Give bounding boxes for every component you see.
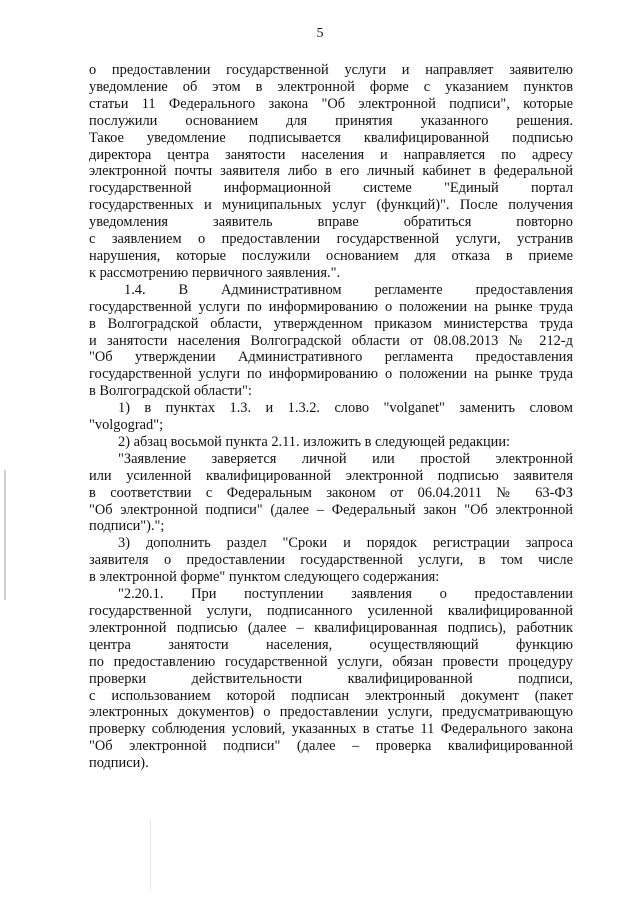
text-line: в Волгоградской области, утвержденном приказом министерства труда <box>89 315 573 332</box>
paragraph <box>89 434 573 451</box>
text-line: государственных и муниципальных услуг (функций)". После получения <box>89 197 573 214</box>
paragraph <box>89 282 573 400</box>
text-line: 1.4. В Административном регламенте предоставления <box>124 281 573 298</box>
text-line: или усиленной квалифицированной электронной подписью заявителя <box>89 467 573 484</box>
text-line: проверку соблюдения условий, указанных в статье 11 Федерального закона <box>89 721 573 738</box>
text-line: "2.20.1. При поступлении заявления о предоставлении <box>118 586 573 603</box>
paragraph <box>89 451 573 536</box>
text-line: в электронной форме" пунктом следующего содержания: <box>89 569 440 586</box>
text-line: "Об электронной подписи" (далее – Федеральный закон "Об электронной <box>89 501 573 518</box>
text-line: в соответствии с Федеральным законом от 06.04.2011 № 63-ФЗ <box>89 484 573 501</box>
scan-margin-mark <box>4 470 6 600</box>
paragraph <box>89 586 573 772</box>
paragraph <box>89 400 573 434</box>
text-line: 3) дополнить раздел "Сроки и порядок регистрации запроса <box>118 535 573 552</box>
text-line: "Об утверждении Административного регламента предоставления <box>89 349 573 366</box>
text-line: нарушения, которые послужили основанием для отказа в приеме <box>89 247 573 264</box>
text-line: государственной услуги по информированию о положении на рынке труда <box>89 366 573 383</box>
text-line: государственной услуги по информированию о положении на рынке труда <box>89 298 573 315</box>
text-line: подписи")."; <box>89 518 165 535</box>
text-line: уведомления заявитель вправе обратиться повторно <box>89 214 573 231</box>
text-line: "Заявление заверяется личной или простой электронной <box>118 450 573 467</box>
text-line: подписи). <box>89 755 149 772</box>
text-line: послужили основанием для принятия указанного решения. <box>89 112 573 129</box>
paragraph <box>89 62 573 282</box>
text-line: "Об электронной подписи" (далее – проверка квалифицированной <box>89 738 573 755</box>
scan-artifact <box>150 820 151 890</box>
text-line: государственной услуги, подписанного усиленной квалифицированной <box>89 603 573 619</box>
text-line: с заявлением о предоставлении государственной услуги, устранив <box>89 231 573 248</box>
text-line: о предоставлении государственной услуги и направляет заявителю <box>89 62 573 78</box>
text-line: 1) в пунктах 1.3. и 1.3.2. слово "volganet" заменить словом <box>118 400 573 417</box>
text-line: электронных документов) о предоставлении услуги, предусматривающую <box>89 704 573 721</box>
text-line: электронной подписью (далее – квалифицированная подпись), работник <box>89 619 573 636</box>
text-line: в Волгоградской области": <box>89 383 252 400</box>
text-line: "volgograd"; <box>89 417 164 434</box>
text-line: государственной информационной системе "Единый портал <box>89 180 573 197</box>
text-line: проверки действительности квалифицированной подписи, <box>89 670 573 687</box>
text-line: центра занятости населения, осуществляющий функцию <box>89 636 573 653</box>
paragraph <box>89 535 573 586</box>
text-line: директора центра занятости населения и направляется по адресу <box>89 146 573 163</box>
text-line: к рассмотрению первичного заявления.". <box>89 264 341 281</box>
text-line: уведомление об этом в электронной форме с указанием пунктов <box>89 78 573 95</box>
document-body <box>89 62 573 772</box>
text-line: статьи 11 Федерального закона "Об электронной подписи", которые <box>89 95 573 112</box>
text-line: Такое уведомление подписывается квалифицированной подписью <box>89 129 573 146</box>
text-line: заявителя о предоставлении государственной услуги, в том числе <box>89 552 573 569</box>
text-line: с использованием которой подписан электронный документ (пакет <box>89 687 573 704</box>
page-number: 5 <box>316 26 324 41</box>
text-line: электронной почты заявителя либо в его личный кабинет в федеральной <box>89 163 573 180</box>
text-line: и занятости населения Волгоградской области от 08.08.2013 № 212-д <box>89 332 573 349</box>
text-line: 2) абзац восьмой пункта 2.11. изложить в следующей редакции: <box>118 433 511 450</box>
text-line: по предоставлению государственной услуги, обязан провести процедуру <box>89 653 573 670</box>
